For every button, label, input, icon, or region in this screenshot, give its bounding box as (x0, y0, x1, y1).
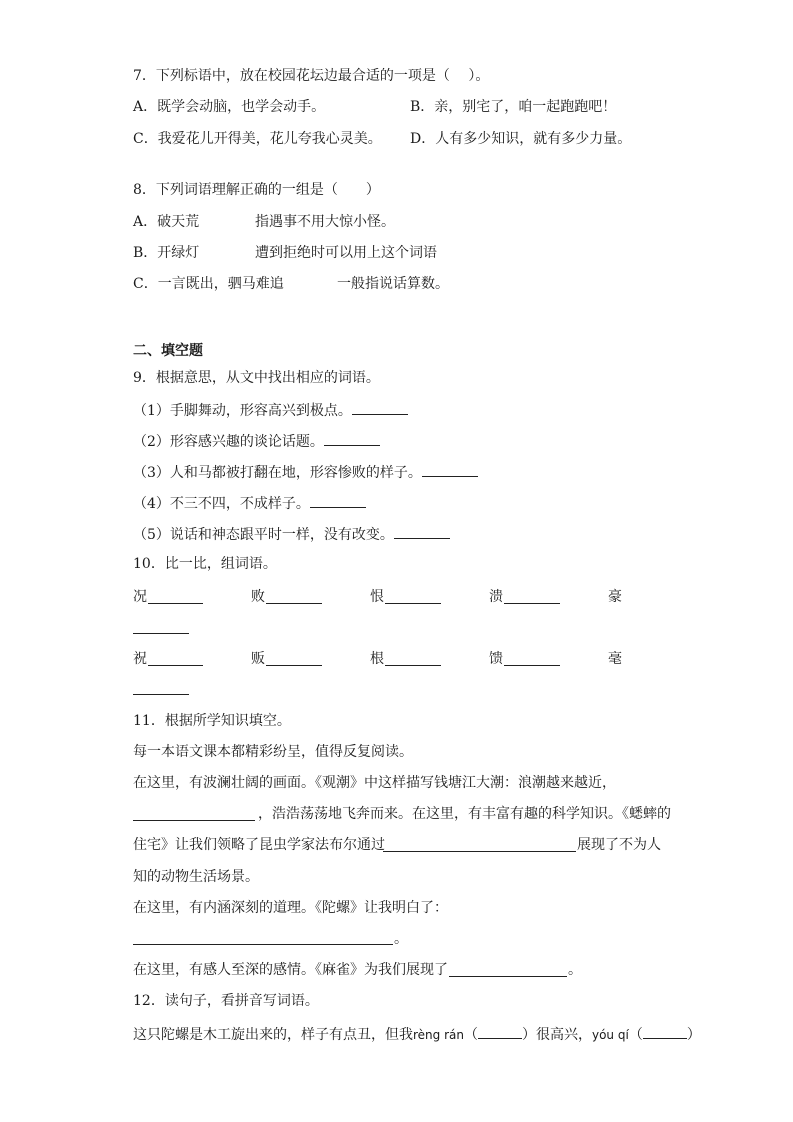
q8-option-b-text: 遭到拒绝时可以用上这个词语 (255, 245, 437, 261)
q7-option-a: A．既学会动脑，也学会动手。 (133, 99, 326, 115)
answer-blank[interactable] (133, 944, 393, 945)
q10-char: 溃 (489, 589, 503, 605)
section-title: 二、填空题 (133, 343, 203, 359)
answer-blank[interactable] (148, 665, 203, 666)
q11-paragraph: 知的动物生活场景。 (133, 869, 259, 885)
answer-blank[interactable] (422, 462, 478, 477)
q12-stem: 12．读句子，看拼音写词语。 (133, 993, 319, 1009)
q9-item-1: （1）手脚舞动，形容高兴到极点。 (133, 400, 408, 420)
q9-stem: 9．根据意思，从文中找出相应的词语。 (133, 370, 380, 386)
q7-option-d: D．人有多少知识，就有多少力量。 (410, 131, 632, 147)
q8-option-a-text: 指遇事不用大惊小怪。 (255, 214, 395, 230)
q11-stem: 11．根据所学知识填空。 (133, 713, 291, 729)
answer-blank[interactable] (383, 851, 576, 852)
answer-blank[interactable] (504, 665, 560, 666)
answer-blank[interactable] (310, 493, 366, 508)
q7-option-b: B．亲，别宅了，咱一起跑跑吧！ (410, 99, 617, 115)
answer-blank[interactable] (449, 976, 567, 977)
answer-blank[interactable] (504, 603, 560, 604)
q10-char: 恨 (370, 589, 384, 605)
answer-blank[interactable] (324, 431, 380, 446)
answer-blank[interactable] (385, 603, 441, 604)
q7-option-c: C．我爱花儿开得美，花儿夸我心灵美。 (133, 131, 382, 147)
q11-paragraph: 展现了不为人 (577, 837, 661, 853)
q9-item-5: （5）说话和神态跟平时一样，没有改变。 (133, 524, 450, 544)
q10-char: 馈 (489, 651, 503, 667)
q10-char: 毫 (608, 651, 622, 667)
q10-char: 贩 (251, 651, 265, 667)
q10-stem: 10．比一比，组词语。 (133, 556, 277, 572)
q7-stem: 7．下列标语中，放在校园花坛边最合适的一项是（ ）。 (133, 68, 490, 84)
q11-paragraph: 。 (394, 931, 408, 947)
q9-item-2: （2）形容感兴趣的谈论话题。 (133, 431, 380, 451)
q11-paragraph: 。 (568, 962, 582, 978)
answer-blank[interactable] (266, 665, 322, 666)
q11-paragraph: 每一本语文课本都精彩纷呈，值得反复阅读。 (133, 744, 413, 760)
answer-blank[interactable] (148, 603, 203, 604)
q9-item-3: （3）人和马都被打翻在地，形容惨败的样子。 (133, 462, 478, 482)
q10-char: 豪 (608, 589, 622, 605)
q10-char: 败 (251, 589, 265, 605)
q8-option-b-label: B．开绿灯 (133, 245, 200, 261)
pinyin: rèng rán (413, 1028, 464, 1042)
q11-paragraph: 在这里，有感人至深的感情。《麻雀》为我们展现了 (133, 962, 448, 978)
pinyin: yóu qí (591, 1028, 629, 1042)
answer-blank[interactable] (352, 400, 408, 415)
q8-option-c-label: C．一言既出，驷马难追 (133, 276, 284, 292)
answer-blank[interactable] (133, 820, 255, 821)
q11-paragraph: ，浩浩荡荡地飞奔而来。在这里，有丰富有趣的科学知识。《蟋蟀的 (258, 806, 671, 822)
q8-option-a-label: A．破天荒 (133, 214, 200, 230)
answer-blank[interactable] (385, 665, 441, 666)
q11-paragraph: 住宅》让我们领略了昆虫学家法布尔通过 (133, 837, 385, 853)
answer-blank[interactable] (394, 524, 450, 539)
answer-blank[interactable] (643, 1024, 687, 1039)
q12-sentence: 这只陀螺是木工旋出来的，样子有点丑，但我rèng rán（ ）很高兴，yóu qí（ ） (133, 1024, 701, 1044)
answer-blank[interactable] (133, 633, 189, 634)
q10-char: 根 (370, 651, 384, 667)
q8-stem: 8．下列词语理解正确的一组是（ ） (133, 182, 380, 198)
q11-paragraph: 在这里，有内涵深刻的道理。《陀螺》让我明白了： (133, 900, 448, 916)
q11-paragraph: 在这里，有波澜壮阔的画面。《观潮》中这样描写钱塘江大潮：浪潮越来越近， (133, 775, 616, 791)
answer-blank[interactable] (478, 1024, 522, 1039)
q8-option-c-text: 一般指说话算数。 (337, 276, 449, 292)
q10-char: 祝 (133, 651, 147, 667)
q10-char: 况 (133, 589, 147, 605)
q9-item-4: （4）不三不四，不成样子。 (133, 493, 366, 513)
answer-blank[interactable] (266, 603, 322, 604)
answer-blank[interactable] (133, 694, 189, 695)
